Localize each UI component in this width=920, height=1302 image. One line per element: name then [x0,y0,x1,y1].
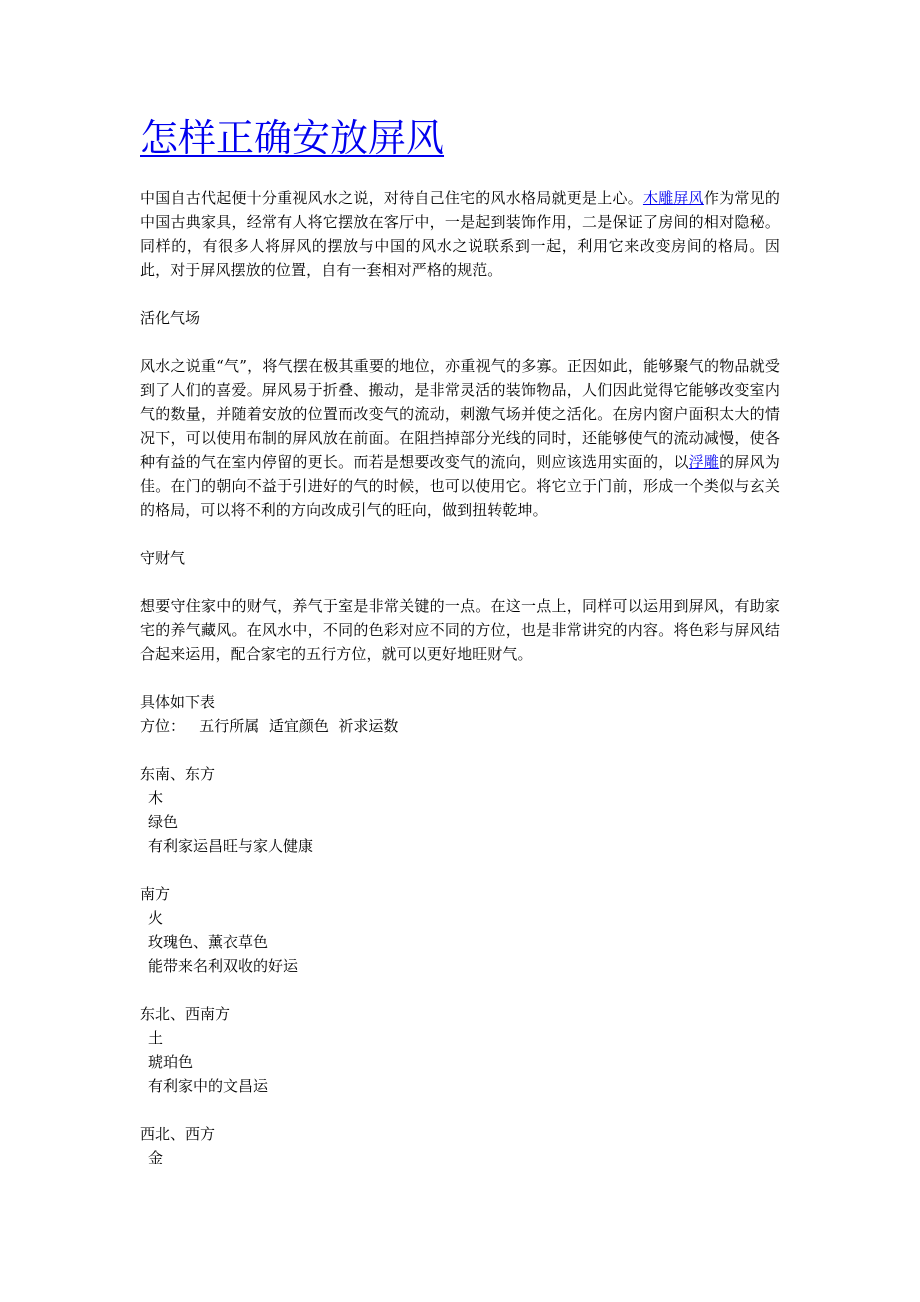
table-row [140,1122,780,1170]
intro-text-after-link: 作为常见的中国古典家具，经常有人将它摆放在客厅中，一是起到装饰作用，二是保证了房间的相对隐秘。同样的，有很多人将屏风的摆放与中国的风水之说联系到一起，利用它来改变房间的格局。因此，对于屏风摆放的位置，自有一套相对严格的规范。 [140,189,780,279]
row-fortune: 有利家运昌旺与家人健康 [148,837,314,855]
spacer [140,570,780,594]
section-heading-activate-qi: 活化气场 [140,309,201,327]
spacer [140,858,780,882]
table-caption: 具体如下表 [140,693,216,711]
row-color: 绿色 [148,813,179,831]
row-fortune: 有利家中的文昌运 [148,1077,269,1095]
section1-text-before-link: 风水之说重“气”，将气摆在极其重要的地位，亦重视气的多寡。正因如此，能够聚气的物品就受到了人们的喜爱。屏风易于折叠、搬动，是非常灵活的装饰物品，人们因此觉得它能够改变室内气的数量，并随着安放的位置而改变气的流动，刺激气场并使之活化。在房内窗户面积太大的情况下，可以使用布制的屏风放在前面。在阻挡掉部分光线的同时，还能够使气的流动减慢，使各种有益的气在室内停留的更长。而若是想要改变气的流向，则应该选用实面的，以 [140,357,780,471]
spacer [140,738,780,762]
page-title[interactable]: 怎样正确安放屏风 [140,116,445,160]
spacer [140,1098,780,1122]
spacer [140,330,780,354]
row-element: 火 [148,909,164,927]
table-header: 方位： 五行所属 适宜颜色 祈求运数 [140,717,399,735]
row-direction: 西北、西方 [140,1125,216,1143]
row-fortune: 能带来名利双收的好运 [148,957,299,975]
intro-text-before-link: 中国自古代起便十分重视风水之说，对待自己住宅的风水格局就更是上心。 [140,189,643,207]
row-direction: 南方 [140,885,171,903]
wood-carving-screen-link[interactable]: 木雕屏风 [642,189,704,207]
row-element: 金 [148,1149,164,1167]
spacer [140,978,780,1002]
table-row [140,882,780,978]
document-page [140,112,780,1170]
table-row [140,1002,780,1098]
relief-carving-link[interactable]: 浮雕 [688,453,720,471]
section1-paragraph [140,354,780,522]
spacer [140,282,780,306]
spacer [140,522,780,546]
row-color: 琥珀色 [148,1053,194,1071]
row-element: 土 [148,1029,164,1047]
row-color: 玫瑰色、薰衣草色 [148,933,269,951]
section1-text-after-link: 的屏风为佳。在门的朝向不益于引进好的气的时候，也可以使用它。将它立于门前，形成一个类似与玄关的格局，可以将不利的方向改成引气的旺向，做到扭转乾坤。 [140,453,780,519]
spacer [140,666,780,690]
row-direction: 东北、西南方 [140,1005,231,1023]
section2-paragraph: 想要守住家中的财气，养气于室是非常关键的一点。在这一点上，同样可以运用到屏风，有助家宅的养气藏风。在风水中，不同的色彩对应不同的方位，也是非常讲究的内容。将色彩与屏风结合起来运用，配合家宅的五行方位，就可以更好地旺财气。 [140,597,780,663]
row-direction: 东南、东方 [140,765,216,783]
table-row [140,762,780,858]
spacer [140,164,780,186]
row-element: 木 [148,789,164,807]
section-heading-keep-wealth: 守财气 [140,549,186,567]
intro-paragraph [140,186,780,282]
